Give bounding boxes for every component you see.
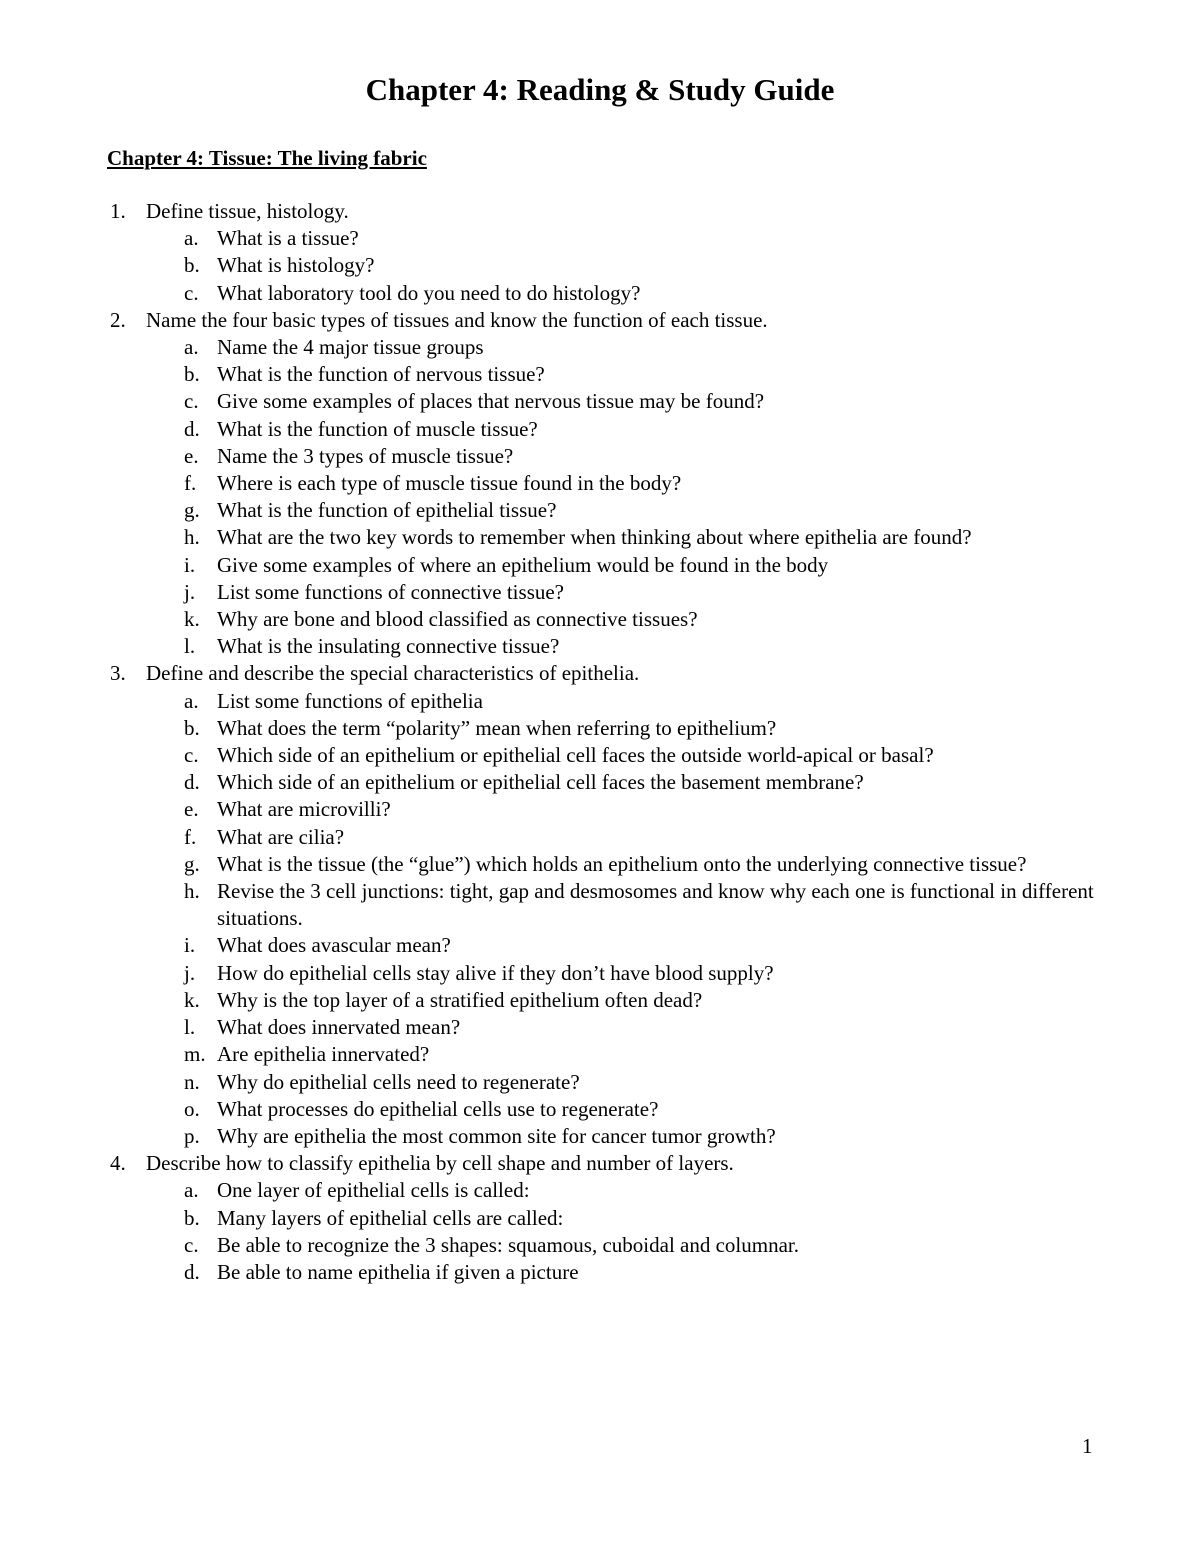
sub-question-text: What is the insulating connective tissue?: [217, 634, 560, 659]
sub-question-letter: p.: [184, 1123, 200, 1148]
sub-question-letter: c.: [184, 743, 199, 768]
sub-question-item: [0, 824, 1200, 851]
sub-question-text: What does the term “polarity” mean when referring to epithelium?: [217, 715, 777, 740]
question-number: 3.: [110, 661, 126, 686]
question-number: 1.: [110, 199, 126, 223]
sub-question-item: [0, 715, 1200, 742]
sub-question-letter: k.: [184, 607, 200, 632]
sub-question-item: [0, 524, 1200, 551]
sub-question-letter: b.: [184, 1205, 200, 1230]
question-item: [0, 198, 1200, 225]
sub-question-item: [0, 470, 1200, 497]
sub-question-item: [0, 443, 1200, 470]
sub-question-letter: e.: [184, 797, 199, 822]
question-item: [0, 307, 1200, 334]
sub-question-item: [0, 1123, 1200, 1150]
sub-question-text: List some functions of epithelia: [217, 688, 483, 713]
sub-question-letter: h.: [184, 879, 200, 904]
sub-question-text: What is the function of nervous tissue?: [217, 362, 545, 387]
sub-question-item: [0, 1096, 1200, 1123]
sub-question-item: [0, 742, 1200, 769]
sub-question-letter: a.: [184, 226, 199, 251]
sub-question-item: [0, 878, 1200, 932]
sub-question-item: [0, 932, 1200, 959]
sub-question-letter: j.: [184, 960, 196, 985]
sub-question-item: [0, 633, 1200, 660]
sub-question-letter: f.: [184, 471, 197, 496]
question-text: Describe how to classify epithelia by cell shape and number of layers.: [146, 1151, 734, 1176]
sub-question-item: [0, 497, 1200, 524]
sub-question-letter: d.: [184, 1259, 200, 1284]
document-title: Chapter 4: Reading & Study Guide: [365, 72, 835, 107]
sub-question-item: [0, 1259, 1200, 1286]
question-number: 4.: [110, 1151, 126, 1176]
sub-question-letter: g.: [184, 498, 200, 523]
sub-question-text: Why are epithelia the most common site for cancer tumor growth?: [217, 1123, 776, 1148]
sub-question-item: [0, 579, 1200, 606]
sub-question-text: Where is each type of muscle tissue found in the body?: [217, 471, 682, 496]
sub-question-item: [0, 1014, 1200, 1041]
question-number: 2.: [110, 307, 126, 332]
sub-question-item: [0, 416, 1200, 443]
sub-question-text: Why are bone and blood classified as connective tissues?: [217, 607, 698, 632]
sub-question-text: What does innervated mean?: [217, 1015, 461, 1040]
sub-question-text: One layer of epithelial cells is called:: [217, 1178, 530, 1203]
sub-question-text: Name the 4 major tissue groups: [217, 335, 484, 360]
sub-question-item: [0, 225, 1200, 252]
question-text: Name the four basic types of tissues and know the function of each tissue.: [146, 307, 768, 332]
sub-question-text: What is the tissue (the “glue”) which holds an epithelium onto the underlying connective tissue?: [217, 851, 1027, 876]
sub-question-item: [0, 334, 1200, 361]
sub-question-item: [0, 1205, 1200, 1232]
question-item: [0, 660, 1200, 687]
sub-question-letter: l.: [184, 1015, 196, 1040]
sub-question-letter: c.: [184, 389, 199, 414]
sub-question-text: Why do epithelial cells need to regenerate?: [217, 1069, 580, 1094]
page-number: 1: [1082, 1434, 1093, 1458]
sub-question-text: What does avascular mean?: [217, 933, 451, 958]
sub-question-item: [0, 1041, 1200, 1068]
sub-question-text: Give some examples of where an epithelium would be found in the body: [217, 552, 829, 577]
sub-question-letter: d.: [184, 770, 200, 795]
sub-question-letter: i.: [184, 933, 196, 958]
sub-question-text: What are microvilli?: [217, 797, 391, 822]
sub-question-item: [0, 987, 1200, 1014]
sub-question-text: Many layers of epithelial cells are called:: [217, 1205, 564, 1230]
sub-question-letter: d.: [184, 416, 200, 441]
sub-question-item: [0, 606, 1200, 633]
sub-question-item: [0, 1177, 1200, 1204]
sub-question-text: List some functions of connective tissue?: [217, 579, 565, 604]
sub-question-letter: n.: [184, 1069, 200, 1094]
sub-question-item: [0, 851, 1200, 878]
sub-question-letter: g.: [184, 851, 200, 876]
sub-question-item: [0, 388, 1200, 415]
sub-question-letter: b.: [184, 253, 200, 278]
sub-question-letter: h.: [184, 525, 200, 550]
question-text: Define and describe the special characteristics of epithelia.: [146, 661, 640, 686]
sub-question-letter: f.: [184, 824, 197, 849]
sub-question-letter: b.: [184, 362, 200, 387]
sub-question-text: Name the 3 types of muscle tissue?: [217, 443, 514, 468]
sub-question-item: [0, 1069, 1200, 1096]
question-text: Define tissue, histology.: [146, 199, 349, 223]
sub-question-text: Why is the top layer of a stratified epithelium often dead?: [217, 987, 703, 1012]
sub-question-text: What is the function of epithelial tissue?: [217, 498, 557, 523]
sub-question-text: Give some examples of places that nervous tissue may be found?: [217, 389, 765, 414]
sub-question-letter: k.: [184, 987, 200, 1012]
sub-question-letter: c.: [184, 1232, 199, 1257]
sub-question-item: [0, 960, 1200, 987]
sub-question-item: [0, 252, 1200, 279]
sub-question-item: [0, 1232, 1200, 1259]
sub-question-text: How do epithelial cells stay alive if they don’t have blood supply?: [217, 960, 774, 985]
sub-question-text: Which side of an epithelium or epithelial cell faces the outside world-apical or basal?: [217, 743, 934, 768]
sub-question-text: Which side of an epithelium or epithelial cell faces the basement membrane?: [217, 770, 864, 795]
sub-question-text: What is histology?: [217, 253, 375, 278]
question-list: [0, 198, 1200, 1286]
sub-question-letter: b.: [184, 715, 200, 740]
sub-question-letter: m.: [184, 1042, 206, 1067]
sub-question-item: [0, 552, 1200, 579]
sub-question-letter: l.: [184, 634, 196, 659]
sub-question-letter: a.: [184, 1178, 199, 1203]
sub-question-letter: o.: [184, 1096, 200, 1121]
sub-question-text: What processes do epithelial cells use to regenerate?: [217, 1096, 659, 1121]
sub-question-text: What laboratory tool do you need to do histology?: [217, 280, 641, 305]
sub-question-text: Are epithelia innervated?: [217, 1042, 430, 1067]
sub-question-text: What is the function of muscle tissue?: [217, 416, 538, 441]
chapter-subtitle: Chapter 4: Tissue: The living fabric: [107, 146, 427, 170]
question-item: [0, 1150, 1200, 1177]
sub-question-letter: i.: [184, 552, 196, 577]
sub-question-text: What are the two key words to remember when thinking about where epithelia are found?: [217, 525, 972, 550]
sub-question-text: What is a tissue?: [217, 226, 359, 251]
sub-question-item: [0, 796, 1200, 823]
sub-question-text: Be able to recognize the 3 shapes: squamous, cuboidal and columnar.: [217, 1232, 800, 1257]
sub-question-letter: j.: [184, 579, 196, 604]
sub-question-text: What are cilia?: [217, 824, 345, 849]
sub-question-text: Be able to name epithelia if given a picture: [217, 1259, 579, 1284]
sub-question-item: [0, 769, 1200, 796]
sub-question-letter: e.: [184, 443, 199, 468]
sub-question-item: [0, 280, 1200, 307]
sub-question-item: [0, 688, 1200, 715]
sub-question-item: [0, 361, 1200, 388]
sub-question-letter: a.: [184, 335, 199, 360]
sub-question-text: Revise the 3 cell junctions: tight, gap and desmosomes and know why each one is functional in different situations.: [217, 879, 1094, 931]
sub-question-letter: c.: [184, 280, 199, 305]
sub-question-letter: a.: [184, 688, 199, 713]
